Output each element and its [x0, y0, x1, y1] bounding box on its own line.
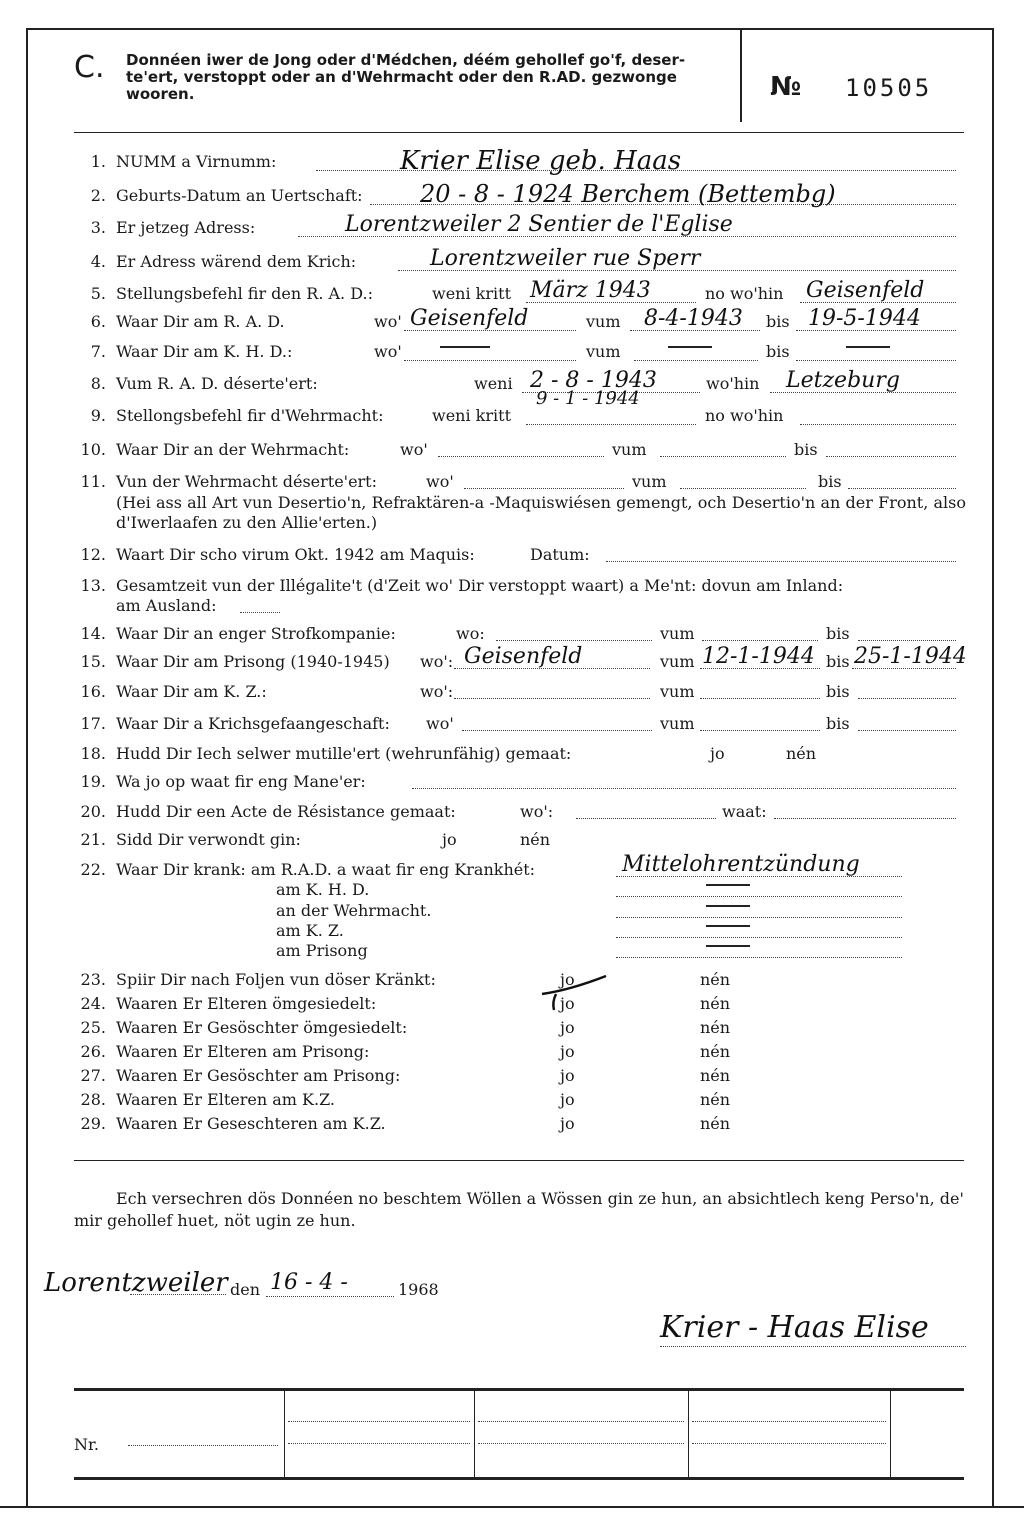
handwritten-value: Geisenfeld — [410, 306, 529, 331]
field-key: nén — [700, 970, 731, 989]
field-label: Waaren Er Geseschteren am K.Z. — [116, 1114, 386, 1133]
table-line — [288, 1421, 470, 1422]
field-key: wo' — [374, 342, 402, 361]
field-number: 12. — [80, 545, 106, 564]
field-key: wo: — [456, 624, 485, 643]
empty-dash — [846, 346, 890, 348]
handwritten-value: 25-1-1944 — [854, 644, 967, 669]
handwritten-value: 19-5-1944 — [808, 306, 921, 331]
field-key: vum — [586, 342, 621, 361]
field-number: 24. — [80, 994, 106, 1013]
handwritten-war-address: Lorentzweiler rue Sperr — [430, 246, 701, 271]
empty-dash — [706, 884, 750, 886]
office-table — [74, 1388, 964, 1480]
empty-dash — [440, 346, 490, 348]
field-key: bis — [826, 714, 850, 733]
field-sub-label: am Prisong — [276, 941, 368, 960]
field-line — [634, 360, 758, 361]
field-key: weni kritt — [432, 284, 511, 303]
field-number: 14. — [80, 624, 106, 643]
field-key: nén — [700, 1066, 731, 1085]
field-sub-label: am K. H. D. — [276, 880, 370, 899]
header-text: Donnéen iwer de Jong oder d'Médchen, déém gehollef go'f, deser-te'ert, verstoppt oder an d'Wehrmacht oder den R.AD. gezwonge wooren. — [126, 51, 686, 103]
field-number: 4. — [90, 252, 106, 271]
table-line — [288, 1443, 470, 1444]
field-number: 27. — [80, 1066, 106, 1085]
handwritten-value: Mittelohrentzündung — [622, 852, 860, 877]
field-line — [616, 957, 902, 958]
field-key: jo — [560, 1114, 575, 1133]
field-line — [858, 730, 956, 731]
field-key: jo — [442, 830, 457, 849]
field-key: bis — [766, 312, 790, 331]
table-divider — [474, 1391, 475, 1477]
field-sub-label: an der Wehrmacht. — [276, 901, 432, 920]
table-divider — [890, 1391, 891, 1477]
table-divider — [284, 1391, 285, 1477]
field-line — [796, 360, 956, 361]
field-line — [774, 818, 956, 819]
field-number: 1. — [90, 152, 106, 171]
field-note: (Hei ass all Art vun Desertio'n, Refraktären-a -Maquiswiésen gemengt, och Desertio'n an der Front, also d'Iwerlaafen zu den Allie'erten.) — [116, 493, 966, 532]
handwritten-value: Letzeburg — [786, 368, 900, 393]
field-number: 19. — [80, 772, 106, 791]
field-number: 11. — [80, 472, 106, 491]
border-top — [26, 28, 994, 30]
field-label: Geburts-Datum an Uertschaft: — [116, 186, 363, 205]
field-key: no wo'hin — [705, 284, 784, 303]
field-number: 5. — [90, 284, 106, 303]
field-key: wo': — [520, 802, 554, 821]
field-line — [858, 640, 956, 641]
table-line — [478, 1421, 684, 1422]
table-line — [478, 1443, 684, 1444]
header-divider — [740, 30, 742, 122]
field-number: 16. — [80, 682, 106, 701]
number-sign: № — [770, 72, 802, 102]
signature: Krier - Haas Elise — [660, 1310, 929, 1345]
field-line — [800, 424, 956, 425]
empty-dash — [706, 945, 750, 947]
field-key: vum — [632, 472, 667, 491]
field-key: jo — [560, 1090, 575, 1109]
date-prefix: den — [230, 1280, 261, 1299]
field-key: wo'hin — [706, 374, 760, 393]
field-number: 22. — [80, 860, 106, 879]
field-label: Spiir Dir nach Foljen vun döser Kränkt: — [116, 970, 436, 989]
field-label: NUMM a Virnumm: — [116, 152, 277, 171]
field-key: nén — [700, 994, 731, 1013]
field-label: Waar Dir krank: am R.A.D. a waat fir eng Krankhét: — [116, 860, 536, 879]
field-label: Waar Dir a Krichsgefaangeschaft: — [116, 714, 390, 733]
field-line — [462, 730, 652, 731]
handwritten-address: Lorentzweiler 2 Sentier de l'Eglise — [345, 212, 733, 237]
handwritten-value: Geisenfeld — [806, 278, 925, 303]
field-key: wo': — [420, 682, 454, 701]
field-label: Hudd Dir een Acte de Résistance gemaat: — [116, 802, 456, 821]
nr-label: Nr. — [74, 1435, 99, 1454]
field-key: jo — [560, 1066, 575, 1085]
field-label: Waar Dir am Prisong (1940-1945) — [116, 652, 390, 671]
field-label: Waar Dir an der Wehrmacht: — [116, 440, 350, 459]
empty-dash — [668, 346, 712, 348]
place-line — [130, 1294, 226, 1295]
field-line — [858, 698, 956, 699]
field-key: bis — [766, 342, 790, 361]
field-key: wo': — [420, 652, 454, 671]
field-key: bis — [794, 440, 818, 459]
field-label: Er Adress wärend dem Krich: — [116, 252, 357, 271]
handwritten-value: Geisenfeld — [464, 644, 583, 669]
field-number: 23. — [80, 970, 106, 989]
table-line — [692, 1443, 886, 1444]
field-label: Waaren Er Gesöschter ömgesiedelt: — [116, 1018, 408, 1037]
field-line — [700, 698, 820, 699]
field-line — [438, 456, 604, 457]
section-letter: C. — [74, 50, 105, 85]
empty-dash — [706, 925, 750, 927]
field-key: nén — [700, 1090, 731, 1109]
signature-line — [660, 1346, 966, 1347]
field-key: weni kritt — [432, 406, 511, 425]
field-key: jo — [560, 1018, 575, 1037]
field-line — [576, 818, 716, 819]
field-number: 26. — [80, 1042, 106, 1061]
field-line — [412, 788, 956, 789]
field-number: 20. — [80, 802, 106, 821]
field-key: vum — [660, 624, 695, 643]
field-key: nén — [700, 1042, 731, 1061]
field-line — [404, 360, 576, 361]
field-line — [616, 937, 902, 938]
field-label: Waar Dir am R. A. D. — [116, 312, 285, 331]
field-number: 18. — [80, 744, 106, 763]
field-number: 6. — [90, 312, 106, 331]
border-left — [26, 28, 28, 1508]
field-number: 7. — [90, 342, 106, 361]
field-key: nén — [520, 830, 551, 849]
field-key: vum — [586, 312, 621, 331]
field-label: Waar Dir am K. H. D.: — [116, 342, 293, 361]
form-number: 10505 — [845, 74, 933, 102]
field-label: Stellongsbefehl fir d'Wehrmacht: — [116, 406, 384, 425]
field-number: 8. — [90, 374, 106, 393]
field-number: 21. — [80, 830, 106, 849]
field-line — [848, 488, 956, 489]
field-number: 15. — [80, 652, 106, 671]
field-key: weni — [474, 374, 513, 393]
field-number: 17. — [80, 714, 106, 733]
handwritten-date: 16 - 4 - — [270, 1270, 348, 1295]
field-label: Vum R. A. D. déserte'ert: — [116, 374, 318, 393]
field-key: vum — [660, 714, 695, 733]
field-line — [700, 730, 820, 731]
field-label: Gesamtzeit vun der Illégalite't (d'Zeit wo' Dir verstoppt waart) a Me'nt: dovun am Inland: — [116, 576, 844, 595]
field-number: 2. — [90, 186, 106, 205]
header-rule — [74, 132, 964, 133]
field-label: Vun der Wehrmacht déserte'ert: — [116, 472, 377, 491]
handwritten-birth: 20 - 8 - 1924 Berchem (Bettembg) — [420, 180, 836, 208]
field-number: 3. — [90, 218, 106, 237]
handwritten-value: 8-4-1943 — [644, 306, 743, 331]
handwritten-value: März 1943 — [530, 278, 651, 303]
field-key: no wo'hin — [705, 406, 784, 425]
field-key: jo — [560, 1042, 575, 1061]
handwritten-value: 2 - 8 - 1943 — [530, 368, 657, 393]
field-label: Waar Dir am K. Z.: — [116, 682, 267, 701]
field-line — [616, 896, 902, 897]
field-label: Er jetzeg Adress: — [116, 218, 256, 237]
field-key: wo' — [426, 472, 454, 491]
checkmark-icon — [540, 972, 610, 1012]
field-label: Waart Dir scho virum Okt. 1942 am Maquis: — [116, 545, 475, 564]
field-key: bis — [826, 682, 850, 701]
field-line — [826, 456, 956, 457]
field-line — [680, 488, 806, 489]
empty-dash — [706, 905, 750, 907]
declaration-text: Ech versechren dös Donnéen no beschtem Wöllen a Wössen gin ze hun, an absichtlech keng Perso'n, de' mir gehollef huet, nöt ugin ze hun. — [74, 1189, 964, 1230]
field-key: vum — [612, 440, 647, 459]
field-label: Waaren Er Elteren ömgesiedelt: — [116, 994, 377, 1013]
field-key: vum — [660, 652, 695, 671]
border-bottom — [0, 1506, 1024, 1508]
field-key: wo' — [374, 312, 402, 331]
field-number: 28. — [80, 1090, 106, 1109]
field-sub-label: am K. Z. — [276, 921, 344, 940]
field-key: jo — [560, 994, 575, 1013]
field-line — [496, 640, 652, 641]
field-label: Waaren Er Elteren am K.Z. — [116, 1090, 336, 1109]
date-line — [266, 1296, 394, 1297]
field-number: 10. — [80, 440, 106, 459]
table-line — [692, 1421, 886, 1422]
field-line — [240, 612, 280, 613]
field-label: Stellungsbefehl fir den R. A. D.: — [116, 284, 373, 303]
handwritten-value: 12-1-1944 — [702, 644, 815, 669]
field-number: 29. — [80, 1114, 106, 1133]
field-line — [526, 424, 696, 425]
field-line — [606, 561, 956, 562]
date-year: 1968 — [398, 1280, 439, 1299]
field-line — [660, 456, 786, 457]
field-key: nén — [786, 744, 817, 763]
section-rule — [74, 1160, 964, 1161]
field-key: jo — [710, 744, 725, 763]
field-label: Waaren Er Gesöschter am Prisong: — [116, 1066, 401, 1085]
field-line — [616, 917, 902, 918]
field-label: Hudd Dir Iech selwer mutille'ert (wehrunfähig) gemaat: — [116, 744, 572, 763]
field-label: Waar Dir an enger Strofkompanie: — [116, 624, 396, 643]
field-label: Sidd Dir verwondt gin: — [116, 830, 301, 849]
field-key: waat: — [722, 802, 767, 821]
handwritten-name: Krier Elise geb. Haas — [400, 146, 682, 176]
field-label: Waaren Er Elteren am Prisong: — [116, 1042, 370, 1061]
field-key: wo' — [426, 714, 454, 733]
field-key: bis — [826, 652, 850, 671]
nr-line — [128, 1445, 278, 1446]
field-line — [464, 488, 624, 489]
field-key: nén — [700, 1018, 731, 1037]
handwritten-place: Lorentzweiler — [44, 1268, 228, 1298]
field-key: vum — [660, 682, 695, 701]
field-key: jo — [560, 970, 575, 989]
table-divider — [688, 1391, 689, 1477]
field-label: Wa jo op waat fir eng Mane'er: — [116, 772, 366, 791]
field-key: bis — [818, 472, 842, 491]
field-line — [702, 640, 818, 641]
field-number: 13. — [80, 576, 106, 595]
field-key: bis — [826, 624, 850, 643]
field-key: am Ausland: — [116, 596, 217, 615]
field-number: 9. — [90, 406, 106, 425]
field-number: 25. — [80, 1018, 106, 1037]
field-key: wo' — [400, 440, 428, 459]
field-key: Datum: — [530, 545, 590, 564]
field-key: nén — [700, 1114, 731, 1133]
field-line — [454, 698, 650, 699]
handwritten-value: 9 - 1 - 1944 — [536, 388, 640, 409]
border-right — [992, 28, 994, 1508]
